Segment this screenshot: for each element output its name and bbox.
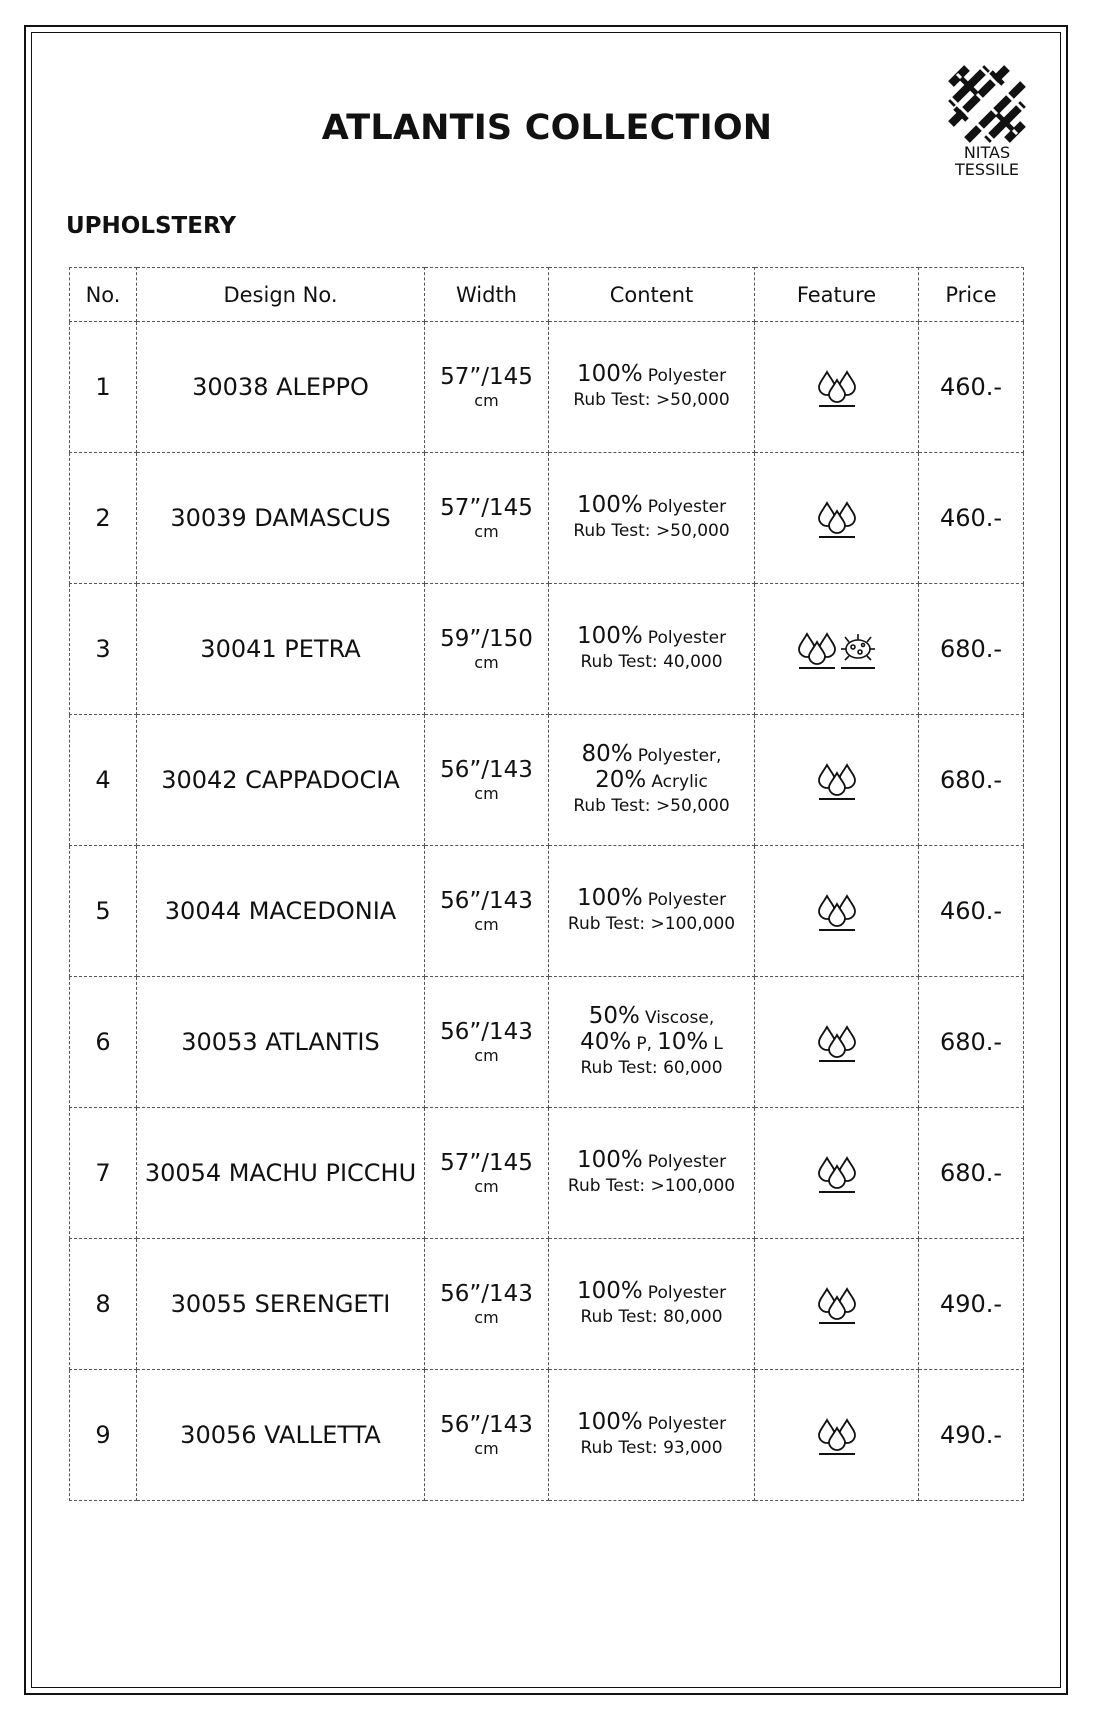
cell-width: 56”/143 cm xyxy=(425,715,549,846)
table-row xyxy=(70,453,1024,584)
cell-price: 680.- xyxy=(919,584,1024,715)
content-line: 100% Polyester xyxy=(576,1409,727,1435)
column-header-width: Width xyxy=(425,268,549,322)
water-repellent-icon xyxy=(816,1414,858,1456)
content-line: 40% P, 10% L xyxy=(580,1029,723,1055)
table-row xyxy=(70,1108,1024,1239)
rub-test-value: Rub Test: >50,000 xyxy=(573,390,730,410)
cell-design: 30054 MACHU PICCHU xyxy=(137,1108,425,1239)
price-table xyxy=(69,267,1024,1501)
cell-design: 30038 ALEPPO xyxy=(137,322,425,453)
column-header-price: Price xyxy=(919,268,1024,322)
water-repellent-icon xyxy=(816,366,858,408)
cell-feature xyxy=(755,1370,919,1501)
cell-content xyxy=(549,322,755,453)
cell-width: 56”/143 cm xyxy=(425,977,549,1108)
cell-design: 30041 PETRA xyxy=(137,584,425,715)
water-repellent-icon xyxy=(816,1283,858,1325)
content-line: 100% Polyester xyxy=(576,492,727,518)
content-line: 100% Polyester xyxy=(576,361,727,387)
cell-feature xyxy=(755,584,919,715)
cell-content xyxy=(549,846,755,977)
cell-design: 30039 DAMASCUS xyxy=(137,453,425,584)
water-repellent-icon xyxy=(816,497,858,539)
rub-test-value: Rub Test: >100,000 xyxy=(567,914,736,934)
water-repellent-icon xyxy=(816,890,858,932)
rub-test-value: Rub Test: 40,000 xyxy=(580,652,723,672)
rub-test-value: Rub Test: 93,000 xyxy=(580,1438,723,1458)
cell-price: 680.- xyxy=(919,977,1024,1108)
cell-width: 56”/143 cm xyxy=(425,846,549,977)
cell-content xyxy=(549,453,755,584)
cell-width: 56”/143 cm xyxy=(425,1370,549,1501)
content-line: 100% Polyester xyxy=(576,623,727,649)
cell-price: 490.- xyxy=(919,1239,1024,1370)
cell-feature xyxy=(755,322,919,453)
rub-test-value: Rub Test: 60,000 xyxy=(580,1058,723,1078)
cell-price: 460.- xyxy=(919,846,1024,977)
table-row xyxy=(70,977,1024,1108)
cell-feature xyxy=(755,1108,919,1239)
rub-test-value: Rub Test: >100,000 xyxy=(567,1176,736,1196)
logo-text-line-1: NITAS xyxy=(963,143,1011,162)
cell-width: 57”/145 cm xyxy=(425,1108,549,1239)
cell-design: 30053 ATLANTIS xyxy=(137,977,425,1108)
cell-feature xyxy=(755,846,919,977)
cell-no: 3 xyxy=(70,584,137,715)
cell-feature xyxy=(755,977,919,1108)
cell-price: 680.- xyxy=(919,1108,1024,1239)
column-header-design: Design No. xyxy=(137,268,425,322)
rub-test-value: Rub Test: >50,000 xyxy=(573,796,730,816)
cell-no: 2 xyxy=(70,453,137,584)
rub-test-value: Rub Test: 80,000 xyxy=(580,1307,723,1327)
table-row xyxy=(70,715,1024,846)
cell-price: 460.- xyxy=(919,453,1024,584)
water-repellent-icon xyxy=(816,1021,858,1063)
water-repellent-icon xyxy=(816,1152,858,1194)
cell-no: 7 xyxy=(70,1108,137,1239)
cell-no: 5 xyxy=(70,846,137,977)
rub-test-value: Rub Test: >50,000 xyxy=(573,521,730,541)
column-header-no: No. xyxy=(70,268,137,322)
cell-no: 6 xyxy=(70,977,137,1108)
cell-content xyxy=(549,715,755,846)
content-line: 20% Acrylic xyxy=(595,767,708,793)
cell-width: 57”/145 cm xyxy=(425,453,549,584)
content-line: 100% Polyester xyxy=(576,885,727,911)
cell-price: 460.- xyxy=(919,322,1024,453)
content-line: 100% Polyester xyxy=(576,1278,727,1304)
logo-text-line-2: TESSILE xyxy=(955,160,1019,179)
cell-content xyxy=(549,1108,755,1239)
cell-design: 30056 VALLETTA xyxy=(137,1370,425,1501)
cell-content xyxy=(549,584,755,715)
cell-no: 9 xyxy=(70,1370,137,1501)
table-header-row xyxy=(70,268,1024,322)
cell-width: 59”/150 cm xyxy=(425,584,549,715)
page-title: ATLANTIS COLLECTION xyxy=(321,108,773,148)
cell-content xyxy=(549,1370,755,1501)
water-repellent-icon xyxy=(816,759,858,801)
column-header-content: Content xyxy=(549,268,755,322)
cell-price: 490.- xyxy=(919,1370,1024,1501)
cell-feature xyxy=(755,715,919,846)
cell-design: 30044 MACEDONIA xyxy=(137,846,425,977)
brand-logo xyxy=(944,64,1030,178)
cell-design: 30042 CAPPADOCIA xyxy=(137,715,425,846)
cell-no: 4 xyxy=(70,715,137,846)
table-row xyxy=(70,1370,1024,1501)
cell-feature xyxy=(755,453,919,584)
cell-no: 8 xyxy=(70,1239,137,1370)
water-repellent-icon xyxy=(796,628,838,670)
cell-content xyxy=(549,1239,755,1370)
cell-width: 56”/143 cm xyxy=(425,1239,549,1370)
cell-price: 680.- xyxy=(919,715,1024,846)
table-row xyxy=(70,846,1024,977)
cell-feature xyxy=(755,1239,919,1370)
cell-design: 30055 SERENGETI xyxy=(137,1239,425,1370)
content-line: 50% Viscose, xyxy=(588,1003,715,1029)
cell-no: 1 xyxy=(70,322,137,453)
content-line: 100% Polyester xyxy=(576,1147,727,1173)
column-header-feature: Feature xyxy=(755,268,919,322)
table-row xyxy=(70,1239,1024,1370)
table-row xyxy=(70,322,1024,453)
cell-width: 57”/145 cm xyxy=(425,322,549,453)
cell-content xyxy=(549,977,755,1108)
woven-logo-icon xyxy=(947,64,1027,144)
antibacterial-icon xyxy=(838,628,878,670)
content-line: 80% Polyester, xyxy=(581,741,722,767)
section-heading: UPHOLSTERY xyxy=(66,213,237,239)
table-row xyxy=(70,584,1024,715)
